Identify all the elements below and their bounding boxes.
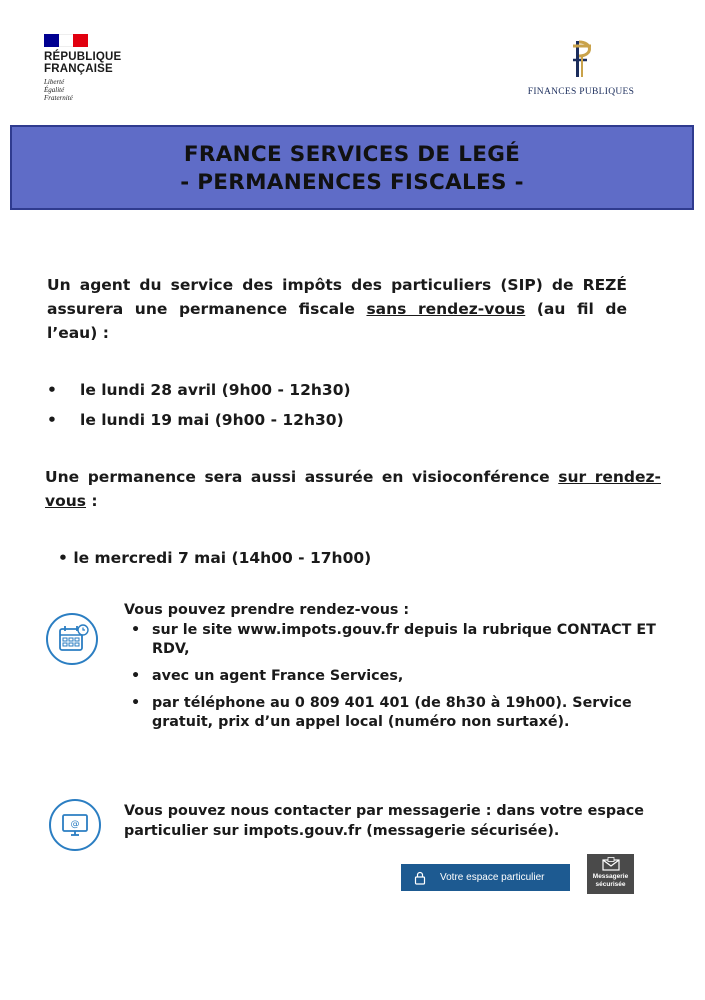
appointment-heading: Vous pouvez prendre rendez-vous : bbox=[124, 602, 410, 618]
espace-particulier-button[interactable] bbox=[401, 864, 570, 891]
list-item bbox=[131, 694, 664, 732]
appointment-item-website: sur le site www.impots.gouv.fr depuis la rubrique CONTACT ET RDV, bbox=[152, 622, 656, 657]
bullet-icon: • bbox=[47, 381, 57, 399]
lock-icon bbox=[413, 871, 427, 885]
envelope-icon bbox=[602, 857, 620, 871]
permanence-dates-list bbox=[47, 375, 607, 435]
list-item bbox=[47, 405, 607, 435]
motto-fraternite: Fraternité bbox=[44, 94, 73, 102]
bullet-icon: • bbox=[58, 549, 74, 567]
finances-publiques-label: FINANCES PUBLIQUES bbox=[527, 87, 635, 97]
visio-text-before: Une permanence sera aussi assurée en visioconférence bbox=[45, 468, 559, 486]
list-item bbox=[47, 375, 607, 405]
republique-francaise-logo bbox=[44, 34, 164, 102]
list-item bbox=[131, 621, 664, 659]
bullet-icon: • bbox=[131, 695, 141, 711]
appointment-item-phone: par téléphone au 0 809 401 401 (de 8h30 à 19h00). Service gratuit, prix d’un appel local (numéro non surtaxé). bbox=[152, 695, 632, 730]
motto-egalite: Égalité bbox=[44, 86, 65, 94]
appointment-block bbox=[124, 601, 664, 732]
calendar-icon bbox=[46, 613, 98, 665]
espace-particulier-label: Votre espace particulier bbox=[440, 872, 545, 883]
date-item-1: le lundi 28 avril (9h00 - 12h30) bbox=[80, 381, 351, 399]
intro-text-before: Un agent du service des impôts des particuliers (SIP) de REZÉ assurera une permanence fiscale bbox=[47, 276, 627, 318]
visio-date-item bbox=[58, 546, 371, 570]
intro-underlined: sans rendez-vous bbox=[366, 300, 526, 318]
finances-publiques-logo bbox=[516, 38, 646, 97]
visio-underlined: sur rendez-vous bbox=[45, 468, 661, 510]
appointment-item-agent: avec un agent France Services, bbox=[152, 668, 404, 684]
banner-title-line1: FRANCE SERVICES DE LEGÉ bbox=[183, 142, 521, 167]
messaging-paragraph: Vous pouvez nous contacter par messagerie : dans votre espace particulier sur impots.gouv.fr (messagerie sécurisée). bbox=[124, 803, 644, 839]
bullet-icon: • bbox=[47, 411, 57, 429]
messagerie-label-line2: sécurisée bbox=[595, 881, 626, 888]
intro-text-after: (au fil de l’eau) : bbox=[47, 300, 627, 342]
svg-text:@: @ bbox=[70, 819, 80, 830]
messagerie-securisee-button[interactable] bbox=[587, 854, 634, 894]
messagerie-label-line1: Messagerie bbox=[592, 873, 629, 880]
republique-line1: RÉPUBLIQUE bbox=[44, 51, 122, 63]
motto-liberte: Liberté bbox=[44, 78, 65, 86]
visio-paragraph bbox=[45, 465, 661, 513]
date-item-2: le lundi 19 mai (9h00 - 12h30) bbox=[80, 411, 344, 429]
computer-mail-icon bbox=[49, 799, 101, 851]
intro-paragraph bbox=[47, 273, 627, 345]
banner-title-line2: - PERMANENCES FISCALES - bbox=[180, 170, 524, 195]
french-flag-icon bbox=[44, 34, 88, 47]
bullet-icon: • bbox=[131, 668, 141, 684]
bullet-icon: • bbox=[131, 622, 141, 638]
list-item bbox=[131, 667, 664, 686]
finances-publiques-emblem-icon bbox=[563, 38, 599, 80]
republique-line2: FRANÇAISE bbox=[44, 63, 113, 75]
title-banner bbox=[10, 125, 694, 210]
visio-date-text: le mercredi 7 mai (14h00 - 17h00) bbox=[73, 549, 372, 567]
visio-text-after: : bbox=[86, 492, 98, 510]
